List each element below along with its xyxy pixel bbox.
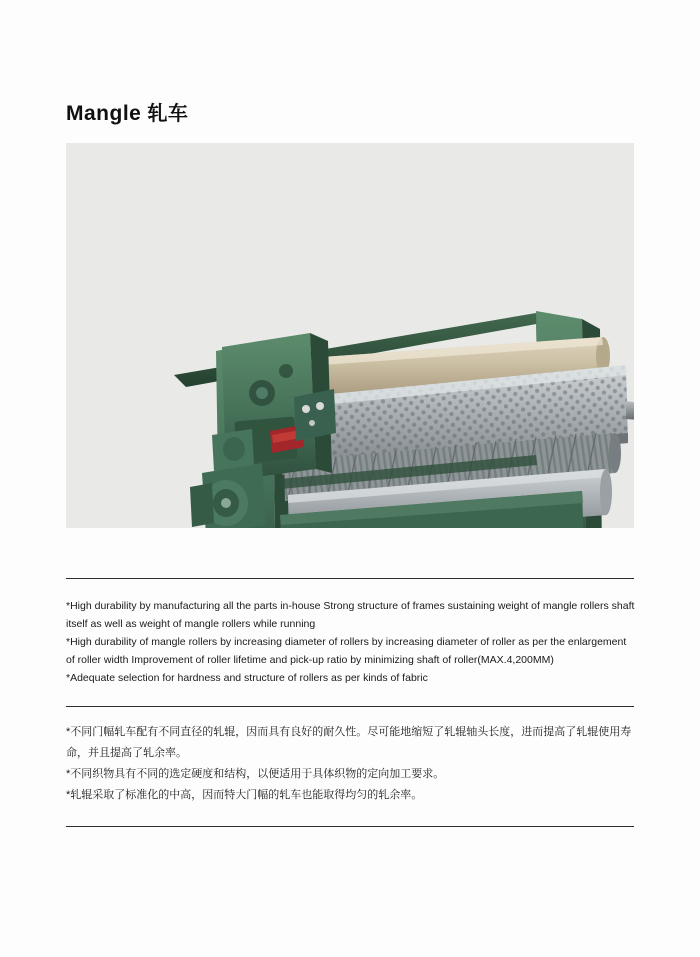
divider-middle — [66, 706, 634, 707]
english-specs — [66, 597, 636, 687]
page-title-cn: 轧车 — [147, 103, 189, 125]
chinese-specs — [66, 722, 636, 806]
page-title-en: Mangle — [66, 102, 142, 125]
chinese-spec-item: *轧辊采取了标准化的中高，因而特大门幅的轧车也能取得均匀的轧余率。 — [66, 789, 423, 801]
page-title — [66, 97, 188, 126]
english-spec-item: *High durability of mangle rollers by increasing diameter of rollers by increasing diameter of roller as per the enlargement of roller width Improvement of roller lifetime and pick-up ratio by minimizing shaft of roller(MAX.4,200MM) — [66, 636, 627, 666]
mangle-machine-illustration — [66, 143, 634, 528]
chinese-spec-item: *不同门幅轧车配有不同直径的轧辊，因而具有良好的耐久性。尽可能地缩短了轧辊轴头长度，进而提高了轧辊使用寿命，并且提高了轧余率。 — [66, 726, 632, 759]
divider-bottom — [66, 826, 634, 827]
product-photo — [66, 143, 634, 528]
chinese-spec-item: *不同织物具有不同的选定硬度和结构，以便适用于具体织物的定向加工要求。 — [66, 768, 445, 780]
english-spec-item: *High durability by manufacturing all the parts in-house Strong structure of frames sustaining weight of mangle rollers shaft itself as well as weight of mangle rollers while running — [66, 600, 635, 630]
english-spec-item: *Adequate selection for hardness and structure of rollers as per kinds of fabric — [66, 672, 428, 684]
divider-top — [66, 578, 634, 579]
